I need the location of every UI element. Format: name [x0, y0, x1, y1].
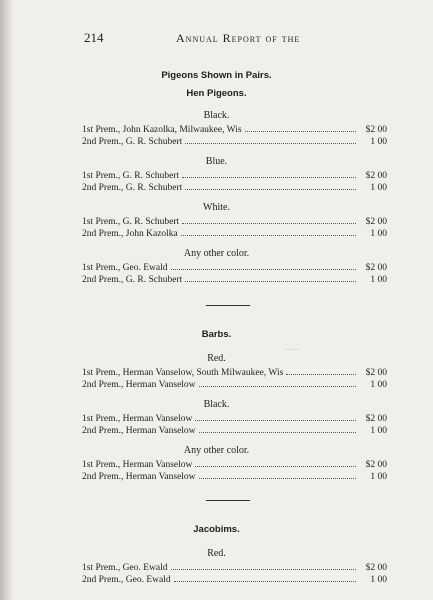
- prize-entry: [82, 273, 387, 284]
- prize-entry: [82, 227, 387, 238]
- dot-leader: [195, 458, 356, 467]
- prize-entry: [82, 169, 387, 180]
- dot-leader: [199, 424, 356, 433]
- section-title-barbs: Barbs.: [201, 329, 232, 340]
- dot-leader: [182, 169, 356, 178]
- running-title: Annual Report of the: [176, 31, 301, 45]
- dot-leader: [199, 378, 356, 387]
- prize-entry: [82, 573, 387, 584]
- group-title-red: Red.: [207, 353, 226, 364]
- entry-name: 1st Prem., Herman Vanselow: [82, 414, 193, 424]
- prize-entry: [82, 366, 387, 377]
- page-number: 214: [84, 30, 104, 45]
- ink-smudge: ⋯⋯: [284, 345, 300, 354]
- entry-prize: $2 00: [365, 563, 387, 573]
- group-title-blue: Blue.: [205, 156, 228, 167]
- section-title-hen-pigeons: Hen Pigeons.: [186, 88, 247, 99]
- prize-entry: [82, 135, 387, 146]
- group-title-white: White.: [203, 202, 230, 213]
- entry-prize: 1 00: [370, 229, 387, 239]
- prize-entry: [82, 261, 387, 272]
- entry-prize: 1 00: [370, 137, 387, 147]
- section-divider: [206, 500, 250, 501]
- entry-prize: $2 00: [365, 460, 387, 470]
- entry-prize: 1 00: [370, 380, 387, 390]
- entry-prize: 1 00: [370, 426, 387, 436]
- entry-name: 2nd Prem., Herman Vanselow: [82, 426, 196, 436]
- prize-entry: [82, 123, 387, 134]
- dot-leader: [181, 227, 356, 236]
- section-divider: [206, 305, 250, 306]
- entry-name: 1st Prem., Herman Vanselow: [82, 460, 193, 470]
- entry-prize: $2 00: [365, 414, 387, 424]
- group-title-any-other-color: Any other color.: [183, 445, 250, 456]
- entry-prize: 1 00: [370, 575, 387, 585]
- dot-leader: [185, 135, 356, 144]
- dot-leader: [245, 123, 356, 132]
- dot-leader: [195, 412, 356, 421]
- section-title-pigeons-pairs: Pigeons Shown in Pairs.: [161, 70, 272, 81]
- entry-name: 2nd Prem., Herman Vanselow: [82, 380, 196, 390]
- entry-prize: 1 00: [370, 183, 387, 193]
- dot-leader: [171, 261, 357, 270]
- group-title-black: Black.: [203, 110, 230, 121]
- entry-prize: $2 00: [365, 125, 387, 135]
- group-title-any-other-color: Any other color.: [183, 248, 250, 259]
- prize-entry: [82, 470, 387, 481]
- entry-name: 1st Prem., G. R. Schubert: [82, 217, 180, 227]
- entry-prize: $2 00: [365, 263, 387, 273]
- entry-name: 2nd Prem., Geo. Ewald: [82, 575, 171, 585]
- entry-name: 1st Prem., G. R. Schubert: [82, 171, 180, 181]
- page-header: [84, 30, 384, 46]
- entry-name: 2nd Prem., G. R. Schubert: [82, 183, 183, 193]
- entry-prize: 1 00: [370, 275, 387, 285]
- dot-leader: [199, 470, 356, 479]
- dot-leader: [174, 573, 356, 582]
- section-title-jacobins: Jacobims.: [193, 524, 240, 535]
- entry-prize: 1 00: [370, 472, 387, 482]
- entry-name: 2nd Prem., G. R. Schubert: [82, 137, 183, 147]
- entry-name: 1st Prem., Geo. Ewald: [82, 563, 168, 573]
- entry-name: 1st Prem., Herman Vanselow, South Milwaukee, Wis: [82, 368, 284, 378]
- entry-prize: $2 00: [365, 171, 387, 181]
- entry-name: 1st Prem., John Kazolka, Milwaukee, Wis: [82, 125, 242, 135]
- prize-entry: [82, 412, 387, 423]
- dot-leader: [286, 366, 356, 375]
- prize-entry: [82, 561, 387, 572]
- prize-entry: [82, 424, 387, 435]
- entry-prize: $2 00: [365, 368, 387, 378]
- entry-name: 1st Prem., Geo. Ewald: [82, 263, 168, 273]
- entry-name: 2nd Prem., Herman Vanselow: [82, 472, 196, 482]
- entry-name: 2nd Prem., G. R. Schubert: [82, 275, 183, 285]
- prize-entry: [82, 458, 387, 469]
- dot-leader: [185, 181, 356, 190]
- dot-leader: [185, 273, 356, 282]
- group-title-red: Red.: [207, 548, 226, 559]
- prize-entry: [82, 215, 387, 226]
- entry-prize: $2 00: [365, 217, 387, 227]
- prize-entry: [82, 378, 387, 389]
- entry-name: 2nd Prem., John Kazolka: [82, 229, 178, 239]
- dot-leader: [171, 561, 357, 570]
- prize-entry: [82, 181, 387, 192]
- group-title-black: Black.: [203, 399, 230, 410]
- dot-leader: [182, 215, 356, 224]
